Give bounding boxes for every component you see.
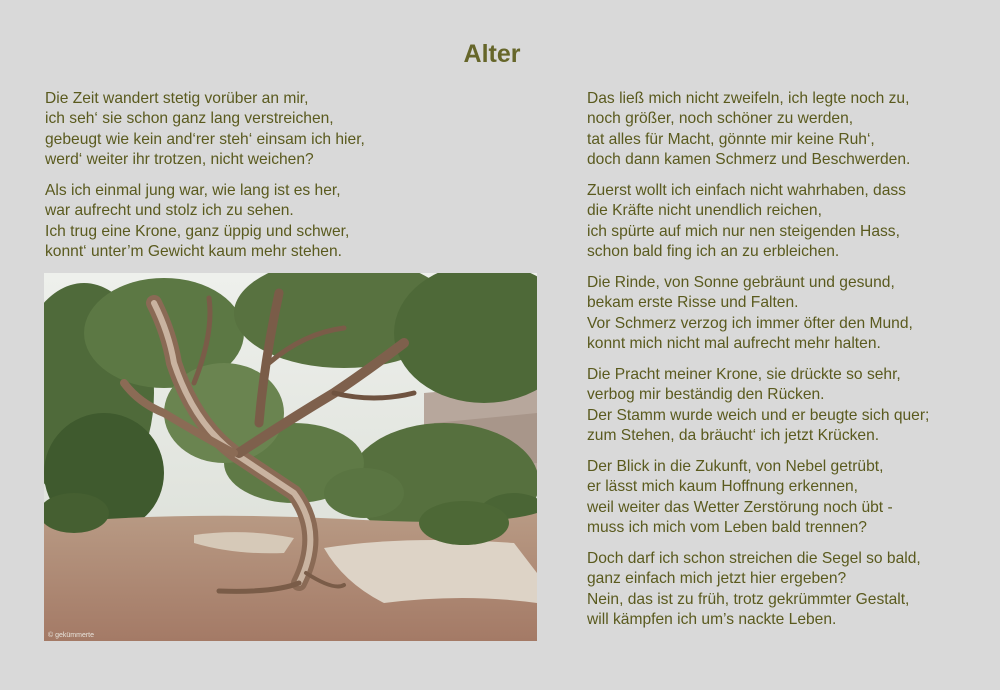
verse-line: Nein, das ist zu früh, trotz gekrümmter Gestalt,: [587, 590, 910, 608]
verse-line: Das ließ mich nicht zweifeln, ich legte noch zu,: [587, 90, 910, 107]
verse-line: verbog mir beständig den Rücken.: [587, 386, 825, 404]
verse-line: Vor Schmerz verzog ich immer öfter den Mund,: [587, 314, 913, 332]
verse-line: doch dann kamen Schmerz und Beschwerden.: [587, 151, 911, 169]
verse-line: will kämpfen ich um’s nackte Leben.: [587, 611, 837, 629]
verse-line: war aufrecht und stolz ich zu sehen.: [45, 202, 294, 220]
verse-line: schon bald fing ich an zu erbleichen.: [587, 243, 840, 261]
verse-line: er lässt mich kaum Hoffnung erkennen,: [587, 478, 859, 496]
stanza: [45, 181, 545, 263]
verse-line: ich spürte auf mich nur nen steigenden Hass,: [587, 222, 900, 240]
verse-line: tat alles für Macht, gönnte mir keine Ruh‘,: [587, 130, 875, 148]
verse-line: die Kräfte nicht unendlich reichen,: [587, 202, 822, 220]
verse-line: zum Stehen, da bräucht‘ ich jetzt Krücken.: [587, 427, 880, 445]
verse-line: konnt mich nicht mal aufrecht mehr halten.: [587, 335, 881, 353]
verse-line: Zuerst wollt ich einfach nicht wahrhaben, dass: [587, 182, 906, 200]
verse-line: muss ich mich vom Leben bald trennen?: [587, 519, 867, 537]
poem-column-left: [45, 89, 545, 273]
verse-line: Die Rinde, von Sonne gebräunt und gesund,: [587, 274, 895, 292]
stanza: [587, 273, 987, 355]
verse-line: konnt‘ unter’m Gewicht kaum mehr stehen.: [45, 243, 342, 261]
verse-line: Als ich einmal jung war, wie lang ist es her,: [45, 182, 341, 200]
verse-line: Der Blick in die Zukunft, von Nebel getrübt,: [587, 458, 884, 476]
stanza: [587, 457, 987, 539]
verse-line: ich seh‘ sie schon ganz lang verstreichen,: [45, 110, 334, 128]
photo-credit: © gekümmerte: [48, 632, 95, 639]
tree-illustration: [44, 273, 537, 641]
stanza: [587, 89, 987, 171]
verse-line: noch größer, noch schöner zu werden,: [587, 110, 854, 128]
verse-line: bekam erste Risse und Falten.: [587, 294, 799, 312]
stanza: [587, 365, 987, 447]
verse-line: ganz einfach mich jetzt hier ergeben?: [587, 570, 847, 588]
stanza: [587, 181, 987, 263]
verse-line: gebeugt wie kein and‘rer steh‘ einsam ich hier,: [45, 130, 365, 148]
verse-line: Doch darf ich schon streichen die Segel so bald,: [587, 550, 921, 568]
stanza: [45, 89, 545, 171]
verse-line: Die Zeit wandert stetig vorüber an mir,: [45, 90, 309, 107]
juniper-tree-photo: [44, 273, 537, 641]
verse-line: werd‘ weiter ihr trotzen, nicht weichen?: [45, 151, 314, 169]
verse-line: Die Pracht meiner Krone, sie drückte so sehr,: [587, 366, 901, 384]
stanza: [587, 549, 987, 631]
poem-title: Alter: [463, 40, 521, 68]
verse-line: Der Stamm wurde weich und er beugte sich quer;: [587, 406, 930, 424]
poem-column-right: [587, 89, 987, 641]
verse-line: Ich trug eine Krone, ganz üppig und schwer,: [45, 222, 350, 240]
verse-line: weil weiter das Wetter Zerstörung noch übt -: [587, 498, 893, 516]
